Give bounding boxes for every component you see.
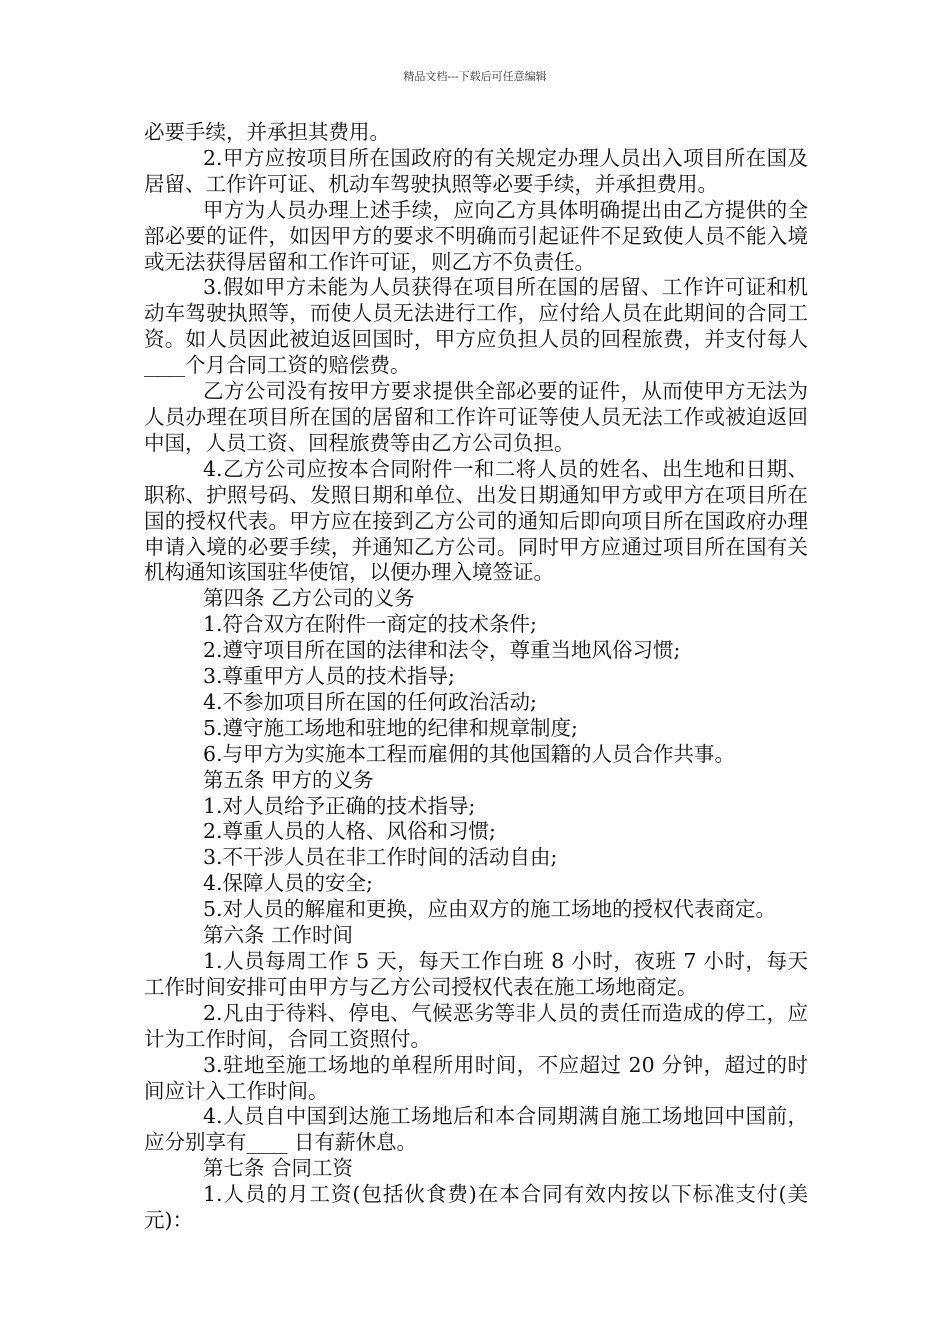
list-item: 第七条 合同工资 [203,1156,354,1181]
list-item: 第四条 乙方公司的义务 [203,586,415,611]
list-item: 1.对人员给予正确的技术指导; [203,793,476,818]
list-item: 3.不干涉人员在非工作时间的活动自由; [203,845,558,870]
paragraph: 必要手续，并承担其费用。 [144,120,390,144]
list-item: 6.与甲方为实施本工程而雇佣的其他国籍的人员合作共事。 [203,741,736,766]
document-body [144,120,808,1234]
paragraph: 3.假如甲方未能为人员获得在项目所在国的居留、工作许可证和机动车驾驶执照等，而使人员无法进行工作，应付给人员在此期间的合同工资。如人员因此被迫返回国时，甲方应负担人员的回程旅费，并支付每人____个月合同工资的赔偿费。 [144,275,808,378]
list-item: 2.尊重人员的人格、风俗和习惯; [203,819,496,844]
paragraph: 4.乙方公司应按本合同附件一和二将人员的姓名、出生地和日期、职称、护照号码、发照日期和单位、出发日期通知甲方或甲方在项目所在国的授权代表。甲方应在接到乙方公司的通知后即向项目所在国政府办理申请入境的必要手续，并通知乙方公司。同时甲方应通过项目所在国有关机构通知该国驻华使馆，以便办理入境签证。 [144,456,808,585]
paragraph: 2.甲方应按项目所在国政府的有关规定办理人员出入项目所在国及居留、工作许可证、机动车驾驶执照等必要手续，并承担费用。 [144,145,808,196]
paragraph: 2.凡由于待料、停电、气候恶劣等非人员的责任而造成的停工，应计为工作时间，合同工资照付。 [144,1000,808,1051]
list-item: 5.对人员的解雇和更换，应由双方的施工场地的授权代表商定。 [203,897,777,922]
paragraph: 1.人员每周工作 5 天，每天工作白班 8 小时，夜班 7 小时，每天工作时间安排可由甲方与乙方公司授权代表在施工场地商定。 [144,949,808,999]
page-header: 精品文档---下载后可任意编辑 [403,70,547,83]
list-item: 第六条 工作时间 [203,923,354,948]
paragraph: 1.人员的月工资(包括伙食费)在本合同有效内按以下标准支付(美元)： [144,1182,808,1233]
paragraph: 甲方为人员办理上述手续，应向乙方具体明确提出由乙方提供的全部必要的证件，如因甲方的要求不明确而引起证件不足致使人员不能入境或无法获得居留和工作许可证，则乙方不负责任。 [144,197,808,274]
list-item: 1.符合双方在附件一商定的技术条件; [203,612,537,637]
list-item: 3.尊重甲方人员的技术指导; [203,664,455,689]
paragraph: 乙方公司没有按甲方要求提供全部必要的证件，从而使甲方无法为人员办理在项目所在国的居留和工作许可证等使人员无法工作或被迫返回中国，人员工资、回程旅费等由乙方公司负担。 [144,379,808,455]
paragraph: 4.人员自中国到达施工场地后和本合同期满自施工场地回中国前，应分别享有____ 日有薪休息。 [144,1104,808,1155]
list-item: 4.保障人员的安全; [203,871,373,896]
list-item: 4.不参加项目所在国的任何政治活动; [203,689,537,714]
list-item: 5.遵守施工场地和驻地的纪律和规章制度; [203,715,578,740]
list-item: 第五条 甲方的义务 [203,767,374,792]
paragraph: 3.驻地至施工场地的单程所用时间，不应超过 20 分钟，超过的时间应计入工作时间。 [144,1052,808,1103]
list-item: 2.遵守项目所在国的法律和法令，尊重当地风俗习惯; [203,638,681,663]
